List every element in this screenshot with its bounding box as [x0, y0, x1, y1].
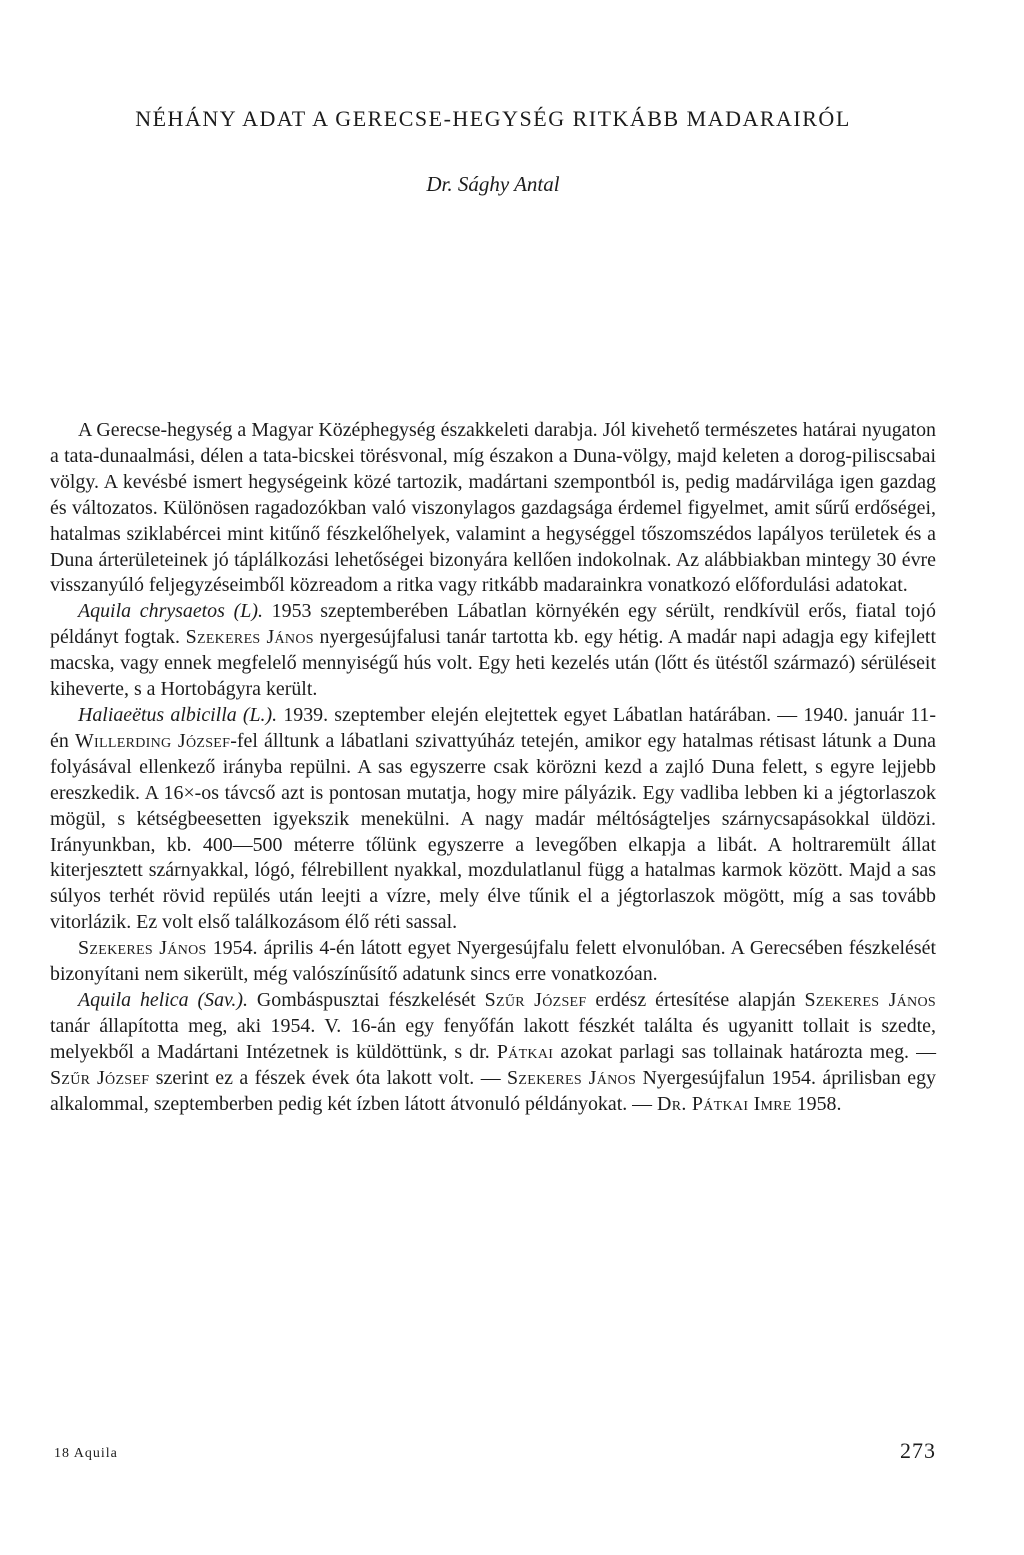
person-name: Szekeres János — [185, 626, 314, 649]
body-text: szerint ez a fészek évek óta lakott volt. — — [149, 1066, 508, 1089]
article-page — [50, 0, 936, 1555]
body-text: 1954. április 4-én látott egyet Nyergesújfalu felett elvonulóban. A Gerecsében fészkelését bizonyítani nem sikerült, még valószínűsítő adatunk sincs erre vonatkozóan. — [50, 937, 936, 986]
section-aquila-helica — [50, 988, 936, 1118]
person-name: Pátkai — [496, 1040, 554, 1063]
article-title: NÉHÁNY ADAT A GERECSE-HEGYSÉG RITKÁBB MADARAIRÓL — [135, 106, 851, 131]
page-number: 273 — [900, 1438, 936, 1463]
body-text: 1958. — [791, 1092, 842, 1115]
species-name: Aquila chrysaetos (L). — [78, 600, 263, 623]
person-name: Szűr József — [484, 988, 587, 1011]
person-name: Dr. Pátkai Imre — [657, 1092, 792, 1115]
species-name: Haliaeëtus albicilla (L.). — [78, 703, 278, 726]
body-text: azokat parlagi sas tollainak határozta meg. — — [553, 1040, 936, 1063]
signature-mark: 18 Aquila — [54, 1446, 118, 1461]
body-text: Nyergesújfalun 1954. áprilisban egy alkalommal, szeptemberben pedig két ízben látott átvonuló példányokat. — — [50, 1066, 936, 1115]
author-name: Dr. Sághy Antal — [426, 172, 560, 196]
body-text: -fel álltunk a lábatlani szivattyúház tetején, amikor egy hatalmas rétisast látunk a Duna folyásával ellenkező irányba repülni. A sas egyszerre csak körözni kezd a zajló Duna felett, s egyre lejjebb ereszkedik. A 16×-os távcső azt is pontosan mutatja, hogy mire pályázik. Egy vadliba lebben ki a jégtorlaszok mögül, s kétségbeesetten igyekszik menekülni. A nagy madár méltóságteljes szárnycsapásokkal üldözi. Irányunkban, kb. 400—500 méterre tőlünk egyszerre a levegőben elkapja a libát. A holtraremült állat kiterjesztett szárnyakkal, lógó, félrebillent nyakkal, mozdulatlanul függ a hatalmas karmok között. Majd a sas súlyos terhét rövid repülés után leejti a vízre, mely élve tűnik el a jégtorlaszok mögött, míg a sas tovább vitorlázik. Ez volt első találkozásom élő réti sassal. — [50, 729, 936, 934]
intro-paragraph: A Gerecse-hegység a Magyar Középhegység északkeleti darabja. Jól kivehető természetes határai nyugaton a tata-dunaalmási, délen a tata-bicskei törésvonal, míg északon a Duna-völgy, majd keleten a dorog-piliscsabai völgy. A kevésbé ismert hegységeink közé tartozik, madártani szempontból is, pedig madárvilága igen gazdag és változatos. Különösen ragadozókban való viszonylagos gazdagsága érdemel figyelmet, amit sűrű erdőségei, hatalmas sziklabércei mint kitűnő fészkelőhelyek, valamint a hegységgel tőszomszédos lapályos területek és a Duna árterületeinek jó táplálkozási lehetőségei bizonyára kellően indokolnak. Az alábbiakban mintegy 30 évre visszanyúló feljegyzéseimből közreadom a ritka vagy ritkább madarainkra vonatkozó előfordulási adatokat. — [50, 419, 936, 597]
body-text: Gombáspusztai fészkelését — [247, 988, 485, 1011]
species-name: Aquila helica (Sav.). — [78, 988, 248, 1011]
person-name: Szekeres János — [78, 937, 207, 960]
person-name: Szekeres János — [507, 1066, 637, 1089]
person-name: Szűr József — [50, 1066, 150, 1089]
body-text: tanár állapította meg, aki 1954. V. 16-án egy fenyőfán lakott fészkét találta és ugyanitt tollait is szedte, melyekből a Madártani Intézetnek is küldöttünk, s dr. — [50, 1014, 936, 1063]
section-haliaeetus-albicilla-cont — [50, 936, 936, 988]
person-name: Willerding József — [74, 729, 231, 752]
body-text: 1953 szeptemberében Lábatlan környékén egy sérült, rendkívül erős, fiatal tojó példányt fogtak. — [50, 600, 936, 649]
page-footer — [50, 1438, 936, 1468]
body-text: 1939. szeptember elején elejtettek egyet Lábatlan határában. — 1940. január 11-én — [50, 703, 936, 752]
body-text: erdész értesítése alapján — [586, 988, 805, 1011]
section-haliaeetus-albicilla — [50, 703, 936, 936]
body-text: nyergesújfalusi tanár tartotta kb. egy hétig. A madár napi adagja egy kifejlett macska, vagy ennek megfelelő mennyiségű hús volt. Egy heti kezelés után (lőtt és ütéstől származó) sérüléseit kiheverte, s a Hortobágyra került. — [50, 626, 936, 701]
person-name: Szekeres János — [804, 988, 936, 1011]
article-body — [50, 418, 936, 1117]
section-aquila-chrysaetos — [50, 599, 936, 703]
